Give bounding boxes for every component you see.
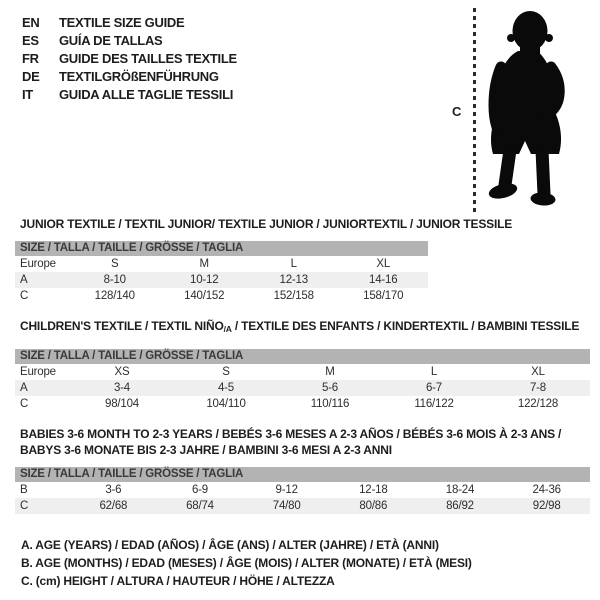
row-label: A [20, 274, 28, 286]
table-row-europe [15, 256, 428, 272]
table-cell: 80/86 [359, 500, 388, 512]
row-label: A [20, 382, 28, 394]
babies-table-title [20, 426, 561, 458]
table-cell: 62/68 [99, 500, 128, 512]
table-cell: M [325, 366, 335, 378]
table-row-age-months [15, 482, 590, 498]
table-cell: 140/152 [184, 290, 225, 302]
language-row-it [22, 85, 237, 103]
language-code: DE [22, 68, 40, 84]
height-dotted-line [473, 8, 476, 212]
children-table-title [20, 319, 579, 334]
footnote-a: A. AGE (YEARS) / EDAD (AÑOS) / ÂGE (ANS) / ALTER (JAHRE) / ETÀ (ANNI) [21, 538, 439, 552]
row-label: B [20, 484, 28, 496]
language-row-de [22, 67, 237, 85]
table-cell: 8-10 [103, 274, 126, 286]
table-cell: XL [376, 258, 391, 270]
table-cell: 128/140 [94, 290, 135, 302]
children-size-table [15, 349, 590, 412]
table-cell: 122/128 [517, 398, 559, 410]
language-text: GUÍA DE TALLAS [59, 32, 163, 48]
row-label: C [20, 500, 29, 512]
language-row-fr [22, 49, 237, 67]
table-cell: 68/74 [186, 500, 214, 512]
title-part: / TEXTILE DES ENFANTS / KINDERTEXTIL / BAMBINI TESSILE [231, 319, 580, 333]
footnote-b: B. AGE (MONTHS) / EDAD (MESES) / ÂGE (MOIS) / ALTER (MONATE) / ETÀ (MESI) [21, 556, 472, 570]
table-row-age-years [15, 380, 590, 396]
table-cell: 74/80 [272, 500, 301, 512]
row-label: C [20, 290, 29, 302]
language-text: TEXTILE SIZE GUIDE [59, 14, 185, 30]
language-list [22, 13, 237, 103]
table-cell: L [430, 366, 438, 378]
table-cell: 7-8 [529, 382, 547, 394]
size-header-bar: SIZE / TALLA / TAILLE / GRÖSSE / TAGLIA [15, 349, 590, 364]
language-code: ES [22, 32, 39, 48]
table-cell: 4-5 [217, 382, 235, 394]
table-cell: 110/116 [310, 398, 350, 410]
language-row-es [22, 31, 237, 49]
size-header-bar: SIZE / TALLA / TAILLE / GRÖSSE / TAGLIA [15, 467, 590, 482]
table-cell: 5-6 [321, 382, 339, 394]
language-text: GUIDE DES TAILLES TEXTILE [59, 50, 237, 66]
babies-title-line2: BABYS 3-6 MONATE BIS 2-3 JAHRE / BAMBINI 3-6 MESI A 2-3 ANNI [20, 443, 392, 457]
table-cell: 9-12 [275, 484, 298, 496]
table-row-height [15, 288, 428, 304]
language-code: IT [22, 86, 33, 102]
row-label: Europe [20, 366, 56, 378]
junior-table-title: JUNIOR TEXTILE / TEXTIL JUNIOR/ TEXTILE JUNIOR / JUNIORTEXTIL / JUNIOR TESSILE [20, 217, 513, 231]
table-cell: S [222, 366, 230, 378]
table-cell: 98/104 [105, 398, 139, 410]
table-cell: S [111, 258, 119, 270]
language-text: TEXTILGRÖßENFÜHRUNG [59, 68, 219, 84]
baby-silhouette-icon [486, 10, 578, 210]
language-row-en [22, 13, 237, 31]
table-cell: 3-4 [113, 382, 131, 394]
footnote-c: C. (cm) HEIGHT / ALTURA / HAUTEUR / HÖHE / ALTEZZA [21, 574, 335, 588]
footnotes [21, 536, 472, 590]
height-measure-label: C [452, 104, 462, 119]
table-cell: 6-9 [191, 484, 208, 496]
table-cell: 152/158 [273, 290, 314, 302]
table-row-europe [15, 364, 590, 380]
table-cell: 3-6 [105, 484, 122, 496]
table-cell: 10-12 [190, 274, 219, 286]
table-cell: 24-36 [532, 484, 561, 496]
table-cell: XS [114, 366, 130, 378]
title-part: CHILDREN'S TEXTILE / TEXTIL NIÑO [20, 319, 224, 333]
table-cell: 14-16 [369, 274, 398, 286]
table-cell: M [199, 258, 209, 270]
babies-size-table [15, 467, 590, 514]
size-header-bar: SIZE / TALLA / TAILLE / GRÖSSE / TAGLIA [15, 241, 428, 256]
table-cell: 86/92 [446, 500, 474, 512]
table-cell: 12-18 [359, 484, 388, 496]
language-code: EN [22, 14, 40, 30]
row-label: C [20, 398, 29, 410]
babies-title-line1: BABIES 3-6 MONTH TO 2-3 YEARS / BEBÉS 3-6 MESES A 2-3 AÑOS / BÉBÉS 3-6 MOIS À 2-3 ANS / [20, 427, 562, 441]
row-label: Europe [20, 258, 56, 270]
table-cell: 12-13 [279, 274, 308, 286]
table-cell: 6-7 [425, 382, 443, 394]
table-cell: 104/110 [206, 398, 246, 410]
table-cell: 18-24 [445, 484, 475, 496]
language-text: GUIDA ALLE TAGLIE TESSILI [59, 86, 234, 102]
table-cell: 116/122 [414, 398, 454, 410]
title-subscript: /A [223, 324, 232, 334]
language-code: FR [22, 50, 39, 66]
table-cell: 92/98 [532, 500, 561, 512]
table-row-age-years [15, 272, 428, 288]
table-row-height [15, 498, 590, 514]
table-row-height [15, 396, 590, 412]
table-cell: XL [531, 366, 545, 378]
junior-size-table [15, 241, 428, 304]
table-cell: L [290, 258, 297, 270]
table-cell: 158/170 [363, 290, 404, 302]
